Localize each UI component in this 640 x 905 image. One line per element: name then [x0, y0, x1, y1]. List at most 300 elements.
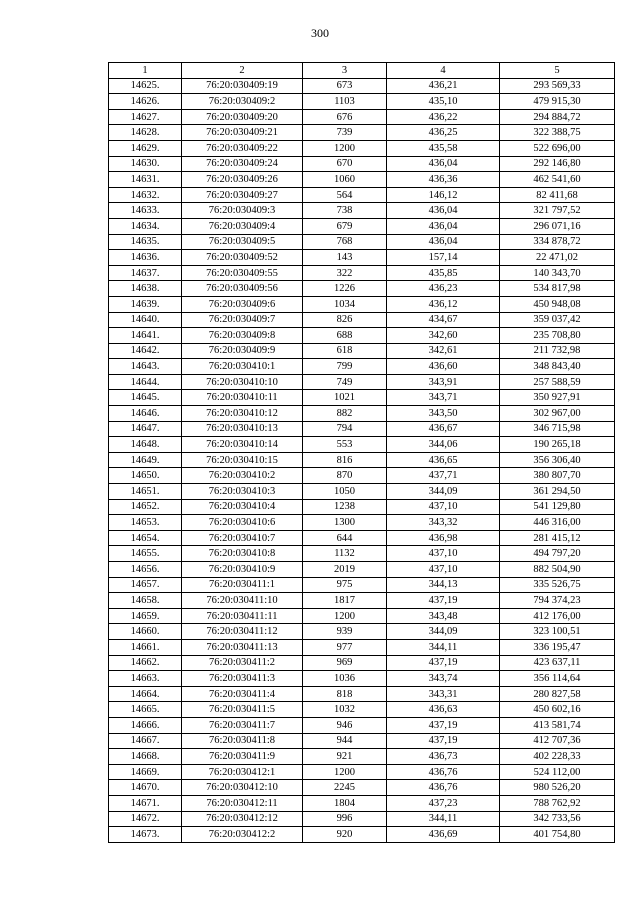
table-row [109, 328, 615, 344]
cadastral-value-cell: 412 707,36 [500, 733, 615, 749]
cadastral-value-cell: 401 754,80 [500, 827, 615, 843]
table-row [109, 343, 615, 359]
cadastral-value-cell: 294 884,72 [500, 109, 615, 125]
area-cell: 739 [303, 125, 387, 141]
cadastral-value-cell: 322 388,75 [500, 125, 615, 141]
cadastral-number-cell: 76:20:030409:3 [182, 203, 303, 219]
cadastral-number-cell: 76:20:030411:4 [182, 686, 303, 702]
table-row [109, 577, 615, 593]
specific-value-cell: 344,09 [387, 624, 500, 640]
area-cell: 673 [303, 78, 387, 94]
specific-value-cell: 343,71 [387, 390, 500, 406]
specific-value-cell: 342,61 [387, 343, 500, 359]
table-row [109, 655, 615, 671]
area-cell: 1200 [303, 764, 387, 780]
cadastral-number-cell: 76:20:030409:8 [182, 328, 303, 344]
specific-value-cell: 435,10 [387, 94, 500, 110]
cadastral-value-cell: 82 411,68 [500, 187, 615, 203]
table-row [109, 733, 615, 749]
area-cell: 816 [303, 452, 387, 468]
cadastral-value-cell: 402 228,33 [500, 749, 615, 765]
table-row [109, 608, 615, 624]
cadastral-number-cell: 76:20:030409:6 [182, 296, 303, 312]
cadastral-value-cell: 541 129,80 [500, 499, 615, 515]
cadastral-value-cell: 494 797,20 [500, 546, 615, 562]
cadastral-value-cell: 321 797,52 [500, 203, 615, 219]
specific-value-cell: 436,04 [387, 218, 500, 234]
area-cell: 1032 [303, 702, 387, 718]
row-number-cell: 14659. [109, 608, 182, 624]
area-cell: 1036 [303, 671, 387, 687]
cadastral-number-cell: 76:20:030409:5 [182, 234, 303, 250]
row-number-cell: 14667. [109, 733, 182, 749]
cadastral-number-cell: 76:20:030411:12 [182, 624, 303, 640]
cadastral-number-cell: 76:20:030411:7 [182, 717, 303, 733]
row-number-cell: 14648. [109, 437, 182, 453]
cadastral-number-cell: 76:20:030409:7 [182, 312, 303, 328]
row-number-cell: 14654. [109, 530, 182, 546]
table-row [109, 795, 615, 811]
specific-value-cell: 344,06 [387, 437, 500, 453]
table-row [109, 764, 615, 780]
row-number-cell: 14626. [109, 94, 182, 110]
area-cell: 826 [303, 312, 387, 328]
area-cell: 564 [303, 187, 387, 203]
specific-value-cell: 436,22 [387, 109, 500, 125]
area-cell: 921 [303, 749, 387, 765]
row-number-cell: 14636. [109, 250, 182, 266]
cadastral-number-cell: 76:20:030409:26 [182, 172, 303, 188]
specific-value-cell: 437,23 [387, 795, 500, 811]
row-number-cell: 14631. [109, 172, 182, 188]
cadastral-value-cell: 423 637,11 [500, 655, 615, 671]
cadastral-number-cell: 76:20:030411:9 [182, 749, 303, 765]
table-row [109, 624, 615, 640]
cadastral-number-cell: 76:20:030411:2 [182, 655, 303, 671]
row-number-cell: 14645. [109, 390, 182, 406]
area-cell: 818 [303, 686, 387, 702]
table-row [109, 203, 615, 219]
specific-value-cell: 437,10 [387, 546, 500, 562]
area-cell: 939 [303, 624, 387, 640]
specific-value-cell: 343,50 [387, 406, 500, 422]
area-cell: 969 [303, 655, 387, 671]
area-cell: 688 [303, 328, 387, 344]
row-number-cell: 14640. [109, 312, 182, 328]
area-cell: 882 [303, 406, 387, 422]
specific-value-cell: 436,04 [387, 203, 500, 219]
specific-value-cell: 437,19 [387, 733, 500, 749]
specific-value-cell: 436,25 [387, 125, 500, 141]
cadastral-value-cell: 302 967,00 [500, 406, 615, 422]
cadastral-value-cell: 359 037,42 [500, 312, 615, 328]
column-header-3: 3 [303, 63, 387, 79]
specific-value-cell: 437,19 [387, 655, 500, 671]
specific-value-cell: 343,74 [387, 671, 500, 687]
cadastral-value-cell: 296 071,16 [500, 218, 615, 234]
specific-value-cell: 436,04 [387, 156, 500, 172]
specific-value-cell: 436,21 [387, 78, 500, 94]
area-cell: 920 [303, 827, 387, 843]
row-number-cell: 14649. [109, 452, 182, 468]
cadastral-value-cell: 293 569,33 [500, 78, 615, 94]
specific-value-cell: 437,19 [387, 717, 500, 733]
cadastral-number-cell: 76:20:030410:3 [182, 484, 303, 500]
specific-value-cell: 436,65 [387, 452, 500, 468]
row-number-cell: 14653. [109, 515, 182, 531]
cadastral-value-cell: 348 843,40 [500, 359, 615, 375]
specific-value-cell: 436,60 [387, 359, 500, 375]
table-row [109, 562, 615, 578]
specific-value-cell: 343,31 [387, 686, 500, 702]
cadastral-number-cell: 76:20:030410:1 [182, 359, 303, 375]
row-number-cell: 14628. [109, 125, 182, 141]
cadastral-number-cell: 76:20:030409:24 [182, 156, 303, 172]
specific-value-cell: 436,36 [387, 172, 500, 188]
specific-value-cell: 344,09 [387, 484, 500, 500]
cadastral-number-cell: 76:20:030411:5 [182, 702, 303, 718]
cadastral-number-cell: 76:20:030409:27 [182, 187, 303, 203]
cadastral-value-cell: 788 762,92 [500, 795, 615, 811]
cadastral-value-cell: 534 817,98 [500, 281, 615, 297]
page-number: 300 [311, 26, 329, 40]
specific-value-cell: 436,23 [387, 281, 500, 297]
row-number-cell: 14627. [109, 109, 182, 125]
cadastral-number-cell: 76:20:030409:20 [182, 109, 303, 125]
cadastral-number-cell: 76:20:030409:9 [182, 343, 303, 359]
cadastral-value-cell: 446 316,00 [500, 515, 615, 531]
cadastral-number-cell: 76:20:030410:13 [182, 421, 303, 437]
row-number-cell: 14632. [109, 187, 182, 203]
cadastral-value-cell: 462 541,60 [500, 172, 615, 188]
table-row [109, 78, 615, 94]
cadastral-number-cell: 76:20:030409:55 [182, 265, 303, 281]
table-row [109, 406, 615, 422]
area-cell: 794 [303, 421, 387, 437]
specific-value-cell: 437,71 [387, 468, 500, 484]
cadastral-number-cell: 76:20:030410:11 [182, 390, 303, 406]
row-number-cell: 14638. [109, 281, 182, 297]
area-cell: 1021 [303, 390, 387, 406]
area-cell: 768 [303, 234, 387, 250]
row-number-cell: 14666. [109, 717, 182, 733]
row-number-cell: 14662. [109, 655, 182, 671]
area-cell: 975 [303, 577, 387, 593]
row-number-cell: 14642. [109, 343, 182, 359]
cadastral-value-cell: 450 948,08 [500, 296, 615, 312]
cadastral-value-cell: 350 927,91 [500, 390, 615, 406]
cadastral-value-cell: 22 471,02 [500, 250, 615, 266]
row-number-cell: 14655. [109, 546, 182, 562]
row-number-cell: 14660. [109, 624, 182, 640]
area-cell: 670 [303, 156, 387, 172]
row-number-cell: 14634. [109, 218, 182, 234]
table-row [109, 639, 615, 655]
specific-value-cell: 436,04 [387, 234, 500, 250]
specific-value-cell: 342,60 [387, 328, 500, 344]
table-row [109, 686, 615, 702]
table-row [109, 109, 615, 125]
cadastral-number-cell: 76:20:030409:56 [182, 281, 303, 297]
area-cell: 1060 [303, 172, 387, 188]
table-row [109, 452, 615, 468]
specific-value-cell: 343,48 [387, 608, 500, 624]
row-number-cell: 14669. [109, 764, 182, 780]
row-number-cell: 14630. [109, 156, 182, 172]
specific-value-cell: 344,11 [387, 639, 500, 655]
row-number-cell: 14644. [109, 374, 182, 390]
specific-value-cell: 344,13 [387, 577, 500, 593]
cadastral-value-cell: 413 581,74 [500, 717, 615, 733]
area-cell: 1103 [303, 94, 387, 110]
row-number-cell: 14652. [109, 499, 182, 515]
specific-value-cell: 435,58 [387, 140, 500, 156]
table-row [109, 359, 615, 375]
cadastral-number-cell: 76:20:030410:4 [182, 499, 303, 515]
specific-value-cell: 343,32 [387, 515, 500, 531]
area-cell: 1226 [303, 281, 387, 297]
area-cell: 1200 [303, 608, 387, 624]
cadastral-number-cell: 76:20:030410:12 [182, 406, 303, 422]
table-row [109, 156, 615, 172]
area-cell: 1050 [303, 484, 387, 500]
table-row [109, 484, 615, 500]
specific-value-cell: 437,10 [387, 499, 500, 515]
column-header-2: 2 [182, 63, 303, 79]
cadastral-number-cell: 76:20:030412:2 [182, 827, 303, 843]
table-row [109, 702, 615, 718]
cadastral-number-cell: 76:20:030410:10 [182, 374, 303, 390]
cadastral-value-table [108, 62, 615, 843]
cadastral-number-cell: 76:20:030412:12 [182, 811, 303, 827]
area-cell: 749 [303, 374, 387, 390]
table-row [109, 312, 615, 328]
cadastral-number-cell: 76:20:030410:6 [182, 515, 303, 531]
cadastral-value-cell: 280 827,58 [500, 686, 615, 702]
area-cell: 870 [303, 468, 387, 484]
row-number-cell: 14637. [109, 265, 182, 281]
row-number-cell: 14651. [109, 484, 182, 500]
cadastral-value-cell: 380 807,70 [500, 468, 615, 484]
cadastral-number-cell: 76:20:030410:2 [182, 468, 303, 484]
cadastral-value-cell: 412 176,00 [500, 608, 615, 624]
row-number-cell: 14633. [109, 203, 182, 219]
table-row [109, 218, 615, 234]
cadastral-number-cell: 76:20:030409:2 [182, 94, 303, 110]
cadastral-value-cell: 522 696,00 [500, 140, 615, 156]
specific-value-cell: 344,11 [387, 811, 500, 827]
row-number-cell: 14665. [109, 702, 182, 718]
cadastral-number-cell: 76:20:030409:4 [182, 218, 303, 234]
row-number-cell: 14650. [109, 468, 182, 484]
specific-value-cell: 436,98 [387, 530, 500, 546]
row-number-cell: 14671. [109, 795, 182, 811]
cadastral-number-cell: 76:20:030410:9 [182, 562, 303, 578]
cadastral-value-cell: 292 146,80 [500, 156, 615, 172]
specific-value-cell: 436,67 [387, 421, 500, 437]
table-row [109, 234, 615, 250]
row-number-cell: 14672. [109, 811, 182, 827]
table-row [109, 546, 615, 562]
table-row [109, 296, 615, 312]
cadastral-number-cell: 76:20:030409:21 [182, 125, 303, 141]
table-row [109, 187, 615, 203]
area-cell: 738 [303, 203, 387, 219]
table-row [109, 515, 615, 531]
cadastral-number-cell: 76:20:030412:11 [182, 795, 303, 811]
specific-value-cell: 436,73 [387, 749, 500, 765]
row-number-cell: 14673. [109, 827, 182, 843]
table-row [109, 811, 615, 827]
table-row [109, 421, 615, 437]
cadastral-number-cell: 76:20:030411:10 [182, 593, 303, 609]
area-cell: 143 [303, 250, 387, 266]
cadastral-value-cell: 524 112,00 [500, 764, 615, 780]
column-header-1: 1 [109, 63, 182, 79]
area-cell: 1804 [303, 795, 387, 811]
cadastral-value-cell: 281 415,12 [500, 530, 615, 546]
specific-value-cell: 436,76 [387, 780, 500, 796]
row-number-cell: 14639. [109, 296, 182, 312]
row-number-cell: 14668. [109, 749, 182, 765]
row-number-cell: 14658. [109, 593, 182, 609]
cadastral-value-cell: 794 374,23 [500, 593, 615, 609]
area-cell: 977 [303, 639, 387, 655]
area-cell: 996 [303, 811, 387, 827]
cadastral-number-cell: 76:20:030410:7 [182, 530, 303, 546]
area-cell: 2245 [303, 780, 387, 796]
specific-value-cell: 437,19 [387, 593, 500, 609]
area-cell: 644 [303, 530, 387, 546]
area-cell: 1034 [303, 296, 387, 312]
cadastral-value-cell: 211 732,98 [500, 343, 615, 359]
area-cell: 1238 [303, 499, 387, 515]
table-row [109, 468, 615, 484]
cadastral-number-cell: 76:20:030411:11 [182, 608, 303, 624]
cadastral-value-cell: 356 114,64 [500, 671, 615, 687]
cadastral-value-cell: 190 265,18 [500, 437, 615, 453]
area-cell: 1817 [303, 593, 387, 609]
area-cell: 322 [303, 265, 387, 281]
area-cell: 1300 [303, 515, 387, 531]
area-cell: 799 [303, 359, 387, 375]
row-number-cell: 14647. [109, 421, 182, 437]
table-body [109, 78, 615, 842]
specific-value-cell: 343,91 [387, 374, 500, 390]
cadastral-value-cell: 450 602,16 [500, 702, 615, 718]
cadastral-value-cell: 361 294,50 [500, 484, 615, 500]
cadastral-number-cell: 76:20:030409:22 [182, 140, 303, 156]
cadastral-value-cell: 257 588,59 [500, 374, 615, 390]
cadastral-number-cell: 76:20:030411:1 [182, 577, 303, 593]
area-cell: 679 [303, 218, 387, 234]
area-cell: 1132 [303, 546, 387, 562]
specific-value-cell: 436,63 [387, 702, 500, 718]
area-cell: 944 [303, 733, 387, 749]
row-number-cell: 14657. [109, 577, 182, 593]
specific-value-cell: 157,14 [387, 250, 500, 266]
cadastral-value-cell: 334 878,72 [500, 234, 615, 250]
table-row [109, 265, 615, 281]
cadastral-number-cell: 76:20:030409:52 [182, 250, 303, 266]
table-header [109, 63, 615, 79]
table-row [109, 593, 615, 609]
row-number-cell: 14663. [109, 671, 182, 687]
cadastral-value-cell: 356 306,40 [500, 452, 615, 468]
row-number-cell: 14629. [109, 140, 182, 156]
specific-value-cell: 435,85 [387, 265, 500, 281]
table-row [109, 499, 615, 515]
table-row [109, 281, 615, 297]
table-row [109, 780, 615, 796]
table-row [109, 125, 615, 141]
specific-value-cell: 436,76 [387, 764, 500, 780]
table-row [109, 749, 615, 765]
cadastral-number-cell: 76:20:030411:8 [182, 733, 303, 749]
column-header-5: 5 [500, 63, 615, 79]
cadastral-number-cell: 76:20:030410:15 [182, 452, 303, 468]
specific-value-cell: 436,69 [387, 827, 500, 843]
specific-value-cell: 146,12 [387, 187, 500, 203]
table-row [109, 374, 615, 390]
table-row [109, 530, 615, 546]
table-row [109, 94, 615, 110]
row-number-cell: 14635. [109, 234, 182, 250]
cadastral-value-cell: 346 715,98 [500, 421, 615, 437]
specific-value-cell: 434,67 [387, 312, 500, 328]
cadastral-number-cell: 76:20:030411:3 [182, 671, 303, 687]
area-cell: 618 [303, 343, 387, 359]
area-cell: 1200 [303, 140, 387, 156]
specific-value-cell: 436,12 [387, 296, 500, 312]
row-number-cell: 14641. [109, 328, 182, 344]
cadastral-value-cell: 336 195,47 [500, 639, 615, 655]
cadastral-number-cell: 76:20:030412:1 [182, 764, 303, 780]
header-row [109, 63, 615, 79]
row-number-cell: 14670. [109, 780, 182, 796]
cadastral-number-cell: 76:20:030410:14 [182, 437, 303, 453]
specific-value-cell: 437,10 [387, 562, 500, 578]
cadastral-number-cell: 76:20:030412:10 [182, 780, 303, 796]
column-header-4: 4 [387, 63, 500, 79]
table-row [109, 390, 615, 406]
table-row [109, 437, 615, 453]
area-cell: 553 [303, 437, 387, 453]
cadastral-value-cell: 335 526,75 [500, 577, 615, 593]
table-row [109, 671, 615, 687]
cadastral-value-cell: 479 915,30 [500, 94, 615, 110]
cadastral-value-cell: 323 100,51 [500, 624, 615, 640]
table-row [109, 250, 615, 266]
row-number-cell: 14656. [109, 562, 182, 578]
table-row [109, 827, 615, 843]
cadastral-value-cell: 140 343,70 [500, 265, 615, 281]
table-row [109, 172, 615, 188]
table-row [109, 717, 615, 733]
cadastral-value-cell: 882 504,90 [500, 562, 615, 578]
cadastral-number-cell: 76:20:030409:19 [182, 78, 303, 94]
row-number-cell: 14625. [109, 78, 182, 94]
area-cell: 676 [303, 109, 387, 125]
cadastral-value-cell: 980 526,20 [500, 780, 615, 796]
cadastral-value-cell: 235 708,80 [500, 328, 615, 344]
area-cell: 946 [303, 717, 387, 733]
row-number-cell: 14664. [109, 686, 182, 702]
cadastral-value-cell: 342 733,56 [500, 811, 615, 827]
row-number-cell: 14643. [109, 359, 182, 375]
cadastral-number-cell: 76:20:030410:8 [182, 546, 303, 562]
table-row [109, 140, 615, 156]
